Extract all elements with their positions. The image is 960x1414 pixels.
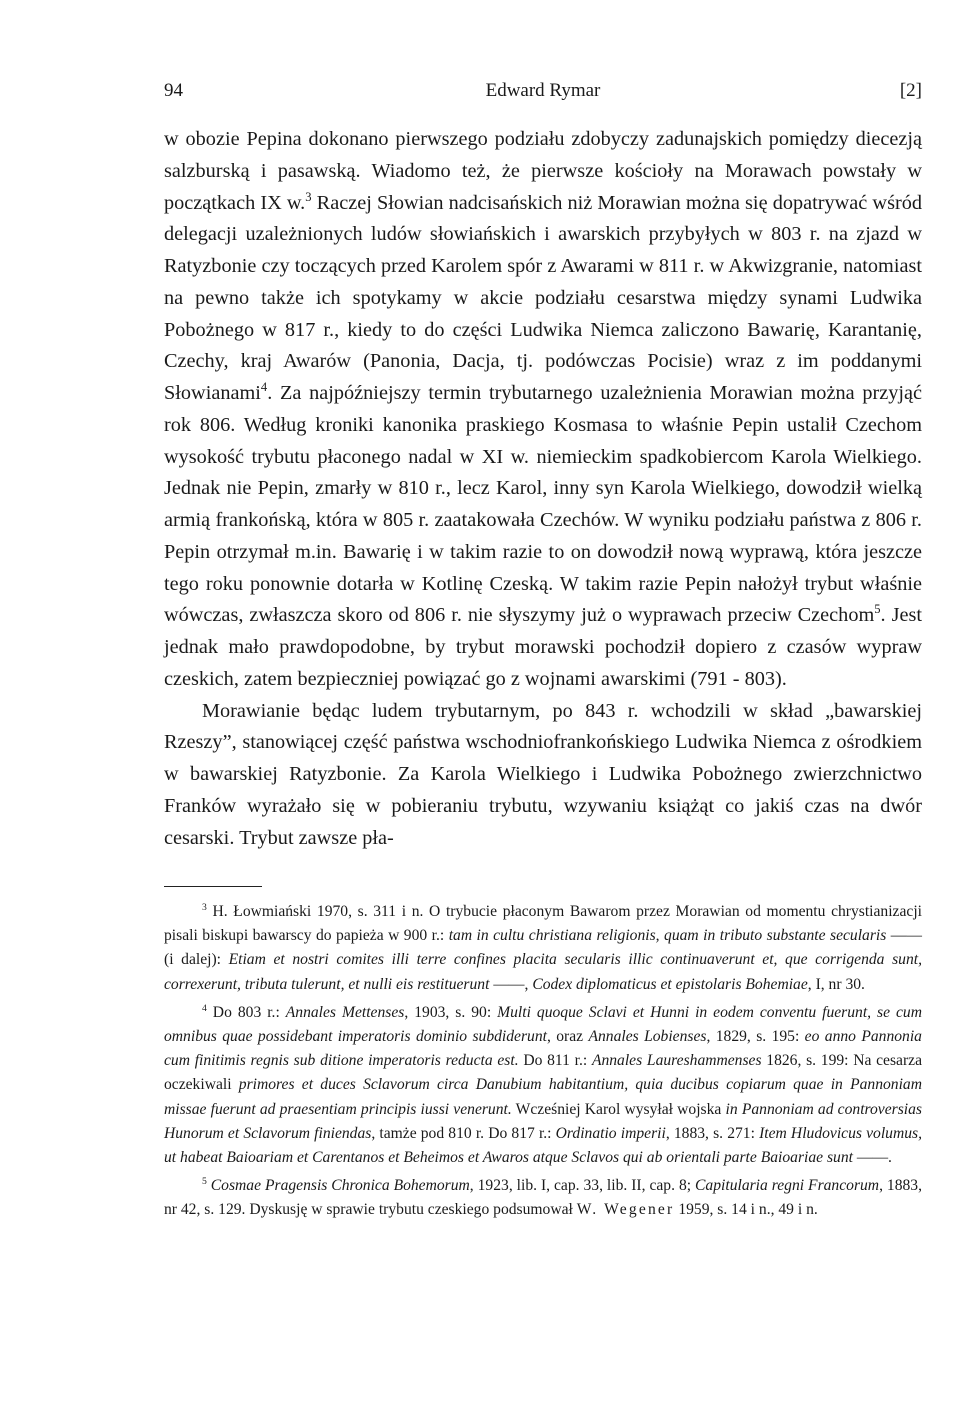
text-run: Do 811 r.: <box>518 1052 592 1070</box>
footnote-ref-4: 4 <box>260 380 268 395</box>
footnote-5 <box>164 1174 922 1222</box>
footnote-ref-5: 5 <box>874 602 881 617</box>
latin-quote: Item Hludovicus volumus, ut habeat Baioariam et Carentanos et Beheimos et Awaros atque Sclavos qui ab orientali parte Baioariae sunt <box>164 1124 922 1167</box>
text-run: H. Łowmiański 1970, s. 311 i n. O trybucie płaconym Bawarom przez Morawian od momentu chrystianizacji pisali biskupi bawarscy do papieża w 900 r.: <box>164 903 922 945</box>
source-title: Annales Laureshammenses <box>591 1052 762 1070</box>
latin-quote: tam in cultu christiana religionis, quam in tributo substante secularis <box>448 927 887 945</box>
text-run: ——, <box>489 975 533 993</box>
source-title: Codex diplomaticus et epistolaris Bohemiae <box>532 975 808 993</box>
text-run: , 1883, nr 42, s. 129. Dyskusję w sprawie trybutu czeskiego podsumował <box>164 1177 923 1219</box>
paragraph-1 <box>164 124 922 696</box>
author-name: W. Wegener <box>576 1201 675 1219</box>
text-run: w obozie Pepina dokonano pierwszego podziału zdobyczy zadunajskich pomiędzy diecezją salzburską i pasawską. Wiadomo też, że pierwsze kościoły na Morawach powstały w początkach IX w. <box>164 128 922 214</box>
page-number: 94 <box>164 80 183 101</box>
main-text <box>164 124 922 854</box>
footnote-ref-3: 3 <box>305 189 312 204</box>
footnote-marker: 4 <box>202 1002 207 1014</box>
source-title: Ordinatio imperii <box>555 1124 666 1142</box>
text-run: , 1883, s. 271: <box>665 1124 760 1142</box>
text-run: , I, nr 30. <box>807 975 865 993</box>
text-run: Do 803 r.: <box>206 1003 286 1021</box>
source-title: Annales Mettenses <box>285 1003 405 1021</box>
footnote-separator <box>164 886 262 887</box>
footnote-marker: 3 <box>202 902 207 914</box>
running-author: Edward Rymar <box>485 80 601 101</box>
text-run: . Jest jednak mało prawdopodobne, by trybut morawski pochodził dopiero z czasów wypraw czeskich, zatem bezpieczniej powiązać go z wojnami awarskimi (791 - 803). <box>164 604 923 690</box>
text-run: . Za najpóźniejszy termin trybutarnego uzależnienia Morawian można przyjąć rok 806. Według kroniki kanonika praskiego Kosmasa to właśnie Pepin ustalił Czechom wysokość trybutu płaconego nadal w XI w. niemieckim spadkobiercom Karola Wielkiego. Jednak nie Pepin, zmarły w 810 r., lecz Karol, inny syn Karola Wielkiego, dowodził wielką armią frankońską, która w 805 r. zaatakowała Czechów. W wyniku podziału państwa z 806 r. Pepin otrzymał m.in. Bawarię i w takim razie to on dowodził nową wyprawą, która jeszcze tego roku ponownie dotarła w Kotlinę Czeską. W takim razie Pepin nałożył trybut właśnie wówczas, zwłaszcza skoro od 806 r. nie słyszymy już o wyprawach przeciw Czechom <box>164 382 922 627</box>
footnote-marker: 5 <box>202 1176 207 1188</box>
running-header <box>164 76 922 106</box>
footnote-3 <box>164 900 922 997</box>
footnotes <box>164 900 922 1227</box>
text-run: , 1903, s. 90: <box>404 1003 498 1021</box>
paragraph-2: Morawianie będąc ludem trybutarnym, po 843 r. wchodzili w skład „bawarskiej Rzeszy”, stanowiącej część państwa wschodniofrankońskiego Ludwika Niemca z ośrodkiem w bawarskiej Ratyzbonie. Za Karola Wielkiego i Ludwika Pobożnego zwierzchnictwo Franków wyrażało się w pobieraniu trybutu, wzywaniu książąt co jakiś czas na dwór cesarski. Trybut zawsze pła- <box>164 699 922 849</box>
section-number: [2] <box>899 80 922 101</box>
text-run: , 1923, lib. I, cap. 33, lib. II, cap. 8; <box>469 1177 696 1195</box>
text-run: , tamże pod 810 r. Do 817 r.: <box>371 1124 556 1142</box>
latin-quote: primores et duces Sclavorum circa Danubium habitantium, quia ducibus copiarum quae in Pannoniam missae fuerunt ad praesentiam principis iussi venerunt. <box>164 1076 922 1118</box>
text-run: ——. <box>852 1149 892 1167</box>
source-title: Annales Lobienses <box>588 1028 707 1046</box>
text-run: , 1829, s. 195: <box>706 1028 805 1046</box>
source-title: Capitularia regni Francorum <box>695 1177 880 1195</box>
latin-quote: eo anno Pannonia cum finitimis regnis sub ditione imperatoris reducta est. <box>164 1028 922 1070</box>
text-run: , oraz <box>546 1028 589 1046</box>
text-run: 1959, s. 14 i n., 49 i n. <box>674 1201 818 1219</box>
text-run: —— (i dalej): <box>164 927 922 969</box>
latin-quote: Multi quoque Sclavi et Hunni in eodem conventu fuerunt, se cum omnibus quae possidebant imperatoris dominio subdiderunt <box>164 1003 922 1046</box>
footnote-4 <box>164 1001 922 1170</box>
text-run: Raczej Słowian nadcisańskich niż Morawian można się dopatrywać wśród delegacji uzależnionych ludów słowiańskich i awarskich przybyłych w 803 r. na zjazd w Ratyzbonie czy toczących przed Karolem spór z Awarami w 811 r. w Akwizgranie, natomiast na pewno także ich spotykamy w akcie podziału cesarstwa między synami Ludwika Pobożnego w 817 r., kiedy to do części Ludwika Niemca zaliczono Bawarię, Karantanię, Czechy, kraj Awarów (Panonia, Dacja, tj. podówczas Pocisie) wraz z im poddanymi Słowianami <box>164 191 922 404</box>
source-title: Cosmae Pragensis Chronica Bohemorum <box>210 1177 470 1195</box>
latin-quote: in Pannoniam ad controversias Hunorum et Sclavorum finiendas <box>164 1100 922 1142</box>
text-run: Wcześniej Karol wysyłał wojska <box>511 1100 726 1118</box>
text-run: 1826, s. 199: Na cesarza oczekiwali <box>164 1052 922 1094</box>
latin-quote: Etiam et nostri comites illi terre confines placita secularis illic continuaverunt et, que corrigenda sunt, correxerunt, tributa tulerunt, et nulli eis restituerunt <box>164 951 922 993</box>
